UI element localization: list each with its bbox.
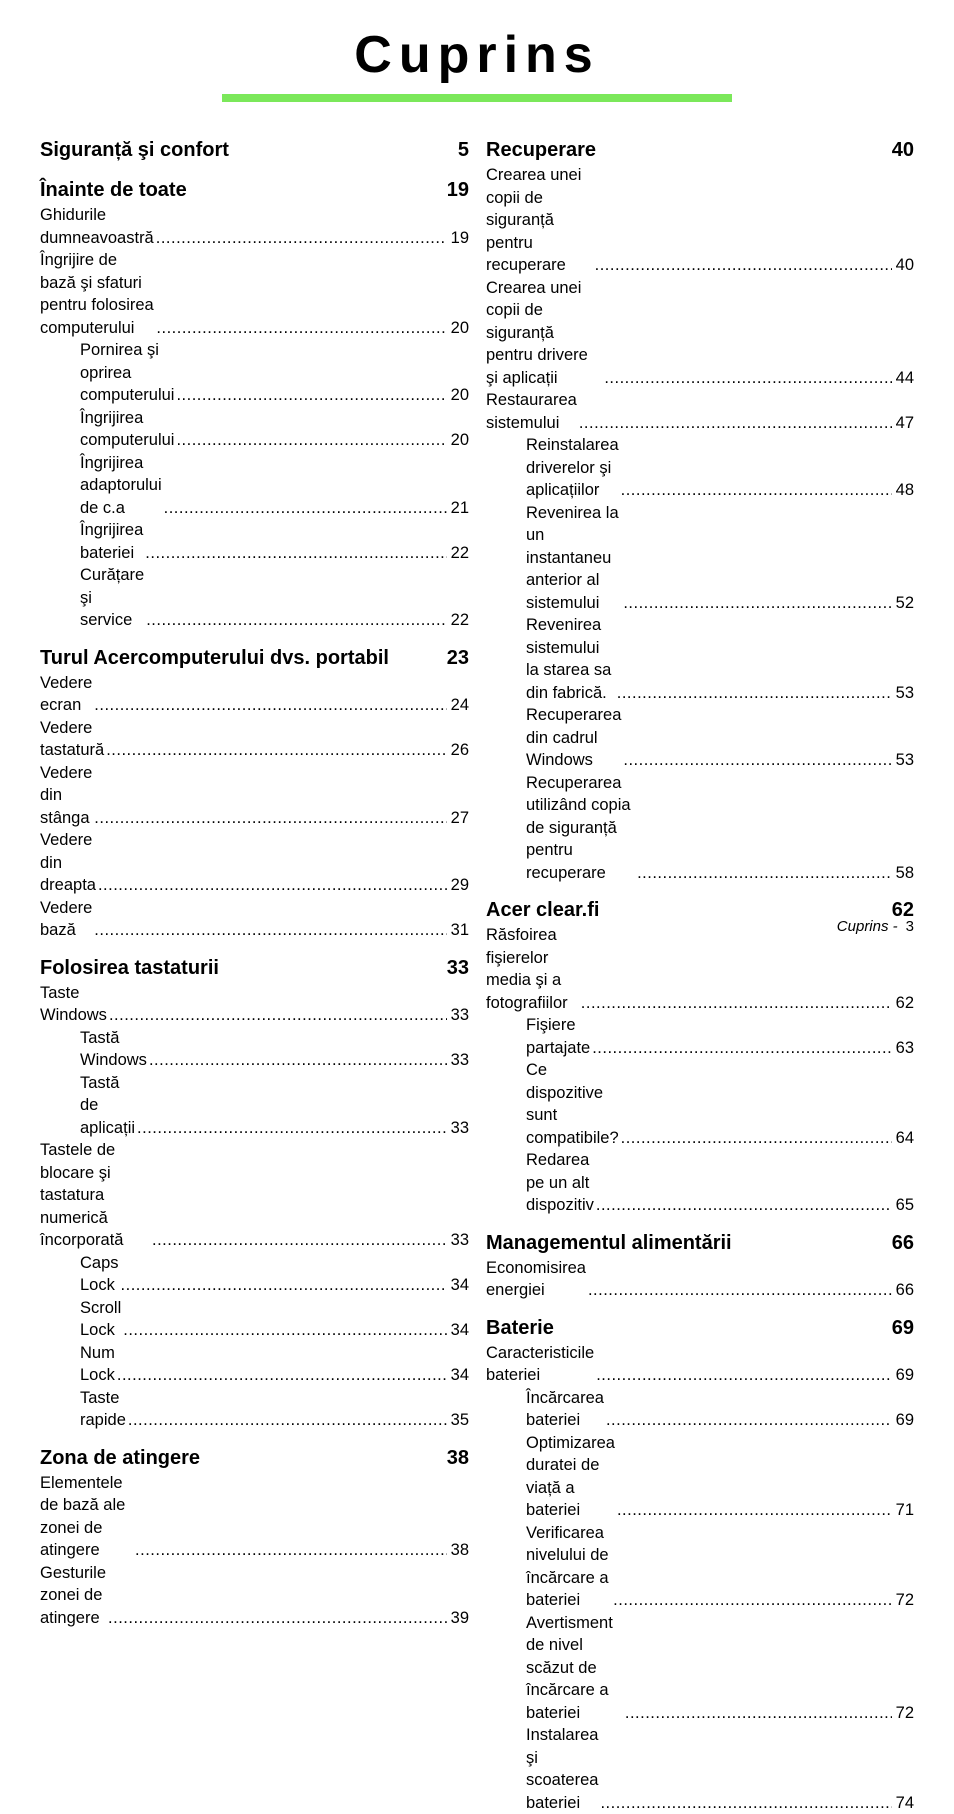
- entry-page-number: 72: [896, 1702, 914, 1725]
- toc-entry[interactable]: [486, 614, 914, 704]
- dot-leader: [109, 1004, 447, 1027]
- toc-entry[interactable]: [486, 704, 914, 772]
- toc-entry[interactable]: [486, 1612, 914, 1725]
- toc-left-column: [40, 136, 469, 1629]
- toc-entry[interactable]: [40, 564, 469, 632]
- toc-section-heading[interactable]: [40, 1444, 469, 1472]
- entry-title: Crearea unei copii de siguranță pentru drivere şi aplicații: [486, 277, 602, 390]
- toc-entry[interactable]: [40, 1139, 469, 1252]
- entry-page-number: 69: [896, 1409, 914, 1432]
- section-page-number: 69: [892, 1314, 914, 1342]
- toc-entry[interactable]: [40, 1562, 469, 1630]
- entry-title: Tastele de blocare şi tastatura numerică încorporată: [40, 1139, 150, 1252]
- section-page-number: 5: [458, 136, 469, 164]
- toc-entry[interactable]: [40, 672, 469, 717]
- section-title: Recuperare: [486, 136, 596, 164]
- entry-title: Vedere tastatură: [40, 717, 104, 762]
- entry-title: Restaurarea sistemului: [486, 389, 577, 434]
- toc-entry[interactable]: [40, 407, 469, 452]
- entry-page-number: 53: [896, 682, 914, 705]
- section-page-number: 40: [892, 136, 914, 164]
- entry-page-number: 34: [451, 1364, 469, 1387]
- entry-title: Reinstalarea driverelor şi aplicațiilor: [526, 434, 619, 502]
- toc-section-heading[interactable]: [40, 954, 469, 982]
- dot-leader: [108, 1607, 447, 1630]
- dot-leader: [617, 682, 892, 705]
- toc-entry[interactable]: [486, 277, 914, 390]
- toc-entry[interactable]: [40, 717, 469, 762]
- entry-page-number: 31: [451, 919, 469, 942]
- dot-leader: [156, 227, 447, 250]
- dot-leader: [623, 592, 891, 615]
- entry-page-number: 58: [896, 862, 914, 885]
- toc-entry[interactable]: [40, 339, 469, 407]
- toc-section-heading[interactable]: [486, 136, 914, 164]
- dot-leader: [94, 694, 446, 717]
- entry-title: Gesturile zonei de atingere: [40, 1562, 106, 1630]
- dot-leader: [123, 1319, 446, 1342]
- dot-leader: [98, 874, 447, 897]
- dot-leader: [106, 739, 446, 762]
- toc-entry[interactable]: [486, 1387, 914, 1432]
- entry-title: Avertisment de nivel scăzut de încărcare a bateriei: [526, 1612, 623, 1725]
- dot-leader: [128, 1409, 447, 1432]
- toc-entry[interactable]: [40, 1072, 469, 1140]
- entry-page-number: 69: [896, 1364, 914, 1387]
- title-underline: [222, 94, 732, 102]
- entry-title: Instalarea şi scoaterea bateriei: [526, 1724, 598, 1814]
- entry-page-number: 33: [451, 1117, 469, 1140]
- footer-page-number: 3: [906, 918, 914, 935]
- entry-page-number: 63: [896, 1037, 914, 1060]
- dot-leader: [121, 1274, 447, 1297]
- dot-leader: [595, 254, 892, 277]
- entry-page-number: 74: [896, 1792, 914, 1814]
- entry-page-number: 66: [896, 1279, 914, 1302]
- dot-leader: [604, 367, 891, 390]
- entry-title: Fişiere partajate: [526, 1014, 590, 1059]
- section-title: Baterie: [486, 1314, 554, 1342]
- entry-title: Taste rapide: [80, 1387, 126, 1432]
- toc-entry[interactable]: [486, 1432, 914, 1522]
- entry-page-number: 22: [451, 542, 469, 565]
- toc-section-heading[interactable]: [486, 1314, 914, 1342]
- toc-entry[interactable]: [40, 1387, 469, 1432]
- toc-entry[interactable]: [40, 519, 469, 564]
- footer-label: Cuprins -: [837, 918, 898, 935]
- entry-page-number: 33: [451, 1049, 469, 1072]
- toc-entry[interactable]: [486, 1342, 914, 1387]
- entry-page-number: 33: [451, 1004, 469, 1027]
- entry-page-number: 65: [896, 1194, 914, 1217]
- section-page-number: 62: [892, 896, 914, 924]
- entry-page-number: 24: [451, 694, 469, 717]
- entry-page-number: 20: [451, 317, 469, 340]
- section-page-number: 33: [447, 954, 469, 982]
- dot-leader: [617, 1499, 892, 1522]
- dot-leader: [613, 1589, 891, 1612]
- entry-page-number: 62: [896, 992, 914, 1015]
- toc-entry[interactable]: [40, 762, 469, 830]
- entry-title: Tastă Windows: [80, 1027, 147, 1072]
- entry-title: Vedere ecran: [40, 672, 92, 717]
- entry-title: Vedere din dreapta: [40, 829, 96, 897]
- dot-leader: [94, 919, 446, 942]
- entry-page-number: 53: [896, 749, 914, 772]
- toc-entry[interactable]: [40, 204, 469, 249]
- entry-title: Încărcarea bateriei: [526, 1387, 604, 1432]
- toc-entry[interactable]: [40, 1297, 469, 1342]
- entry-title: Revenirea sistemului la starea sa din fabrică.: [526, 614, 615, 704]
- section-title: Turul Acercomputerului dvs. portabil: [40, 644, 389, 672]
- dot-leader: [623, 749, 891, 772]
- entry-page-number: 39: [451, 1607, 469, 1630]
- entry-page-number: 64: [896, 1127, 914, 1150]
- entry-page-number: 48: [896, 479, 914, 502]
- entry-title: Elementele de bază ale zonei de atingere: [40, 1472, 133, 1562]
- section-page-number: 66: [892, 1229, 914, 1257]
- entry-title: Taste Windows: [40, 982, 107, 1027]
- entry-page-number: 20: [451, 384, 469, 407]
- dot-leader: [588, 1279, 892, 1302]
- dot-leader: [176, 384, 446, 407]
- entry-page-number: 19: [451, 227, 469, 250]
- toc-entry[interactable]: [486, 1724, 914, 1814]
- entry-page-number: 29: [451, 874, 469, 897]
- entry-page-number: 22: [451, 609, 469, 632]
- entry-page-number: 71: [896, 1499, 914, 1522]
- section-title: Folosirea tastaturii: [40, 954, 219, 982]
- entry-title: Ghidurile dumneavoastră: [40, 204, 154, 249]
- entry-page-number: 38: [451, 1539, 469, 1562]
- toc-entry[interactable]: [40, 829, 469, 897]
- toc-right-column: [486, 136, 914, 1814]
- page-title: Cuprins: [0, 24, 954, 86]
- entry-page-number: 52: [896, 592, 914, 615]
- dot-leader: [596, 1194, 892, 1217]
- toc-entry[interactable]: [40, 1472, 469, 1562]
- section-title: Înainte de toate: [40, 176, 187, 204]
- entry-title: Îngrijirea bateriei: [80, 519, 143, 564]
- entry-page-number: 34: [451, 1319, 469, 1342]
- dot-leader: [600, 1792, 891, 1814]
- entry-page-number: 40: [896, 254, 914, 277]
- toc-section-heading[interactable]: [486, 1229, 914, 1257]
- entry-page-number: 47: [896, 412, 914, 435]
- dot-leader: [606, 1409, 892, 1432]
- toc-section-heading[interactable]: [40, 176, 469, 204]
- entry-title: Curățare şi service: [80, 564, 144, 632]
- entry-title: Verificarea nivelului de încărcare a bateriei: [526, 1522, 611, 1612]
- toc-entry[interactable]: [40, 1342, 469, 1387]
- entry-page-number: 27: [451, 807, 469, 830]
- entry-title: Tastă de aplicații: [80, 1072, 135, 1140]
- entry-title: Revenirea la un instantaneu anterior al sistemului: [526, 502, 621, 615]
- entry-title: Crearea unei copii de siguranță pentru recuperare: [486, 164, 593, 277]
- entry-title: Economisirea energiei: [486, 1257, 586, 1302]
- toc-entry[interactable]: [486, 434, 914, 502]
- toc-entry[interactable]: [40, 452, 469, 520]
- entry-page-number: 20: [451, 429, 469, 452]
- entry-title: Vedere bază: [40, 897, 92, 942]
- toc-entry[interactable]: [486, 772, 914, 885]
- toc-entry[interactable]: [40, 897, 469, 942]
- entry-page-number: 26: [451, 739, 469, 762]
- dot-leader: [146, 609, 446, 632]
- entry-title: Vedere din stânga: [40, 762, 92, 830]
- entry-title: Îngrijirea computerului: [80, 407, 174, 452]
- section-title: Managementul alimentării: [486, 1229, 732, 1257]
- dot-leader: [152, 1229, 447, 1252]
- entry-title: Optimizarea duratei de viață a bateriei: [526, 1432, 615, 1522]
- entry-title: Îngrijirea adaptorului de c.a: [80, 452, 162, 520]
- dot-leader: [117, 1364, 447, 1387]
- entry-title: Redarea pe un alt dispozitiv: [526, 1149, 594, 1217]
- entry-title: Răsfoirea fişierelor media şi a fotografiilor: [486, 924, 579, 1014]
- toc-entry[interactable]: [40, 1252, 469, 1297]
- entry-title: Îngrijire de bază şi sfaturi pentru folosirea computerului: [40, 249, 154, 339]
- dot-leader: [581, 992, 892, 1015]
- dot-leader: [145, 542, 446, 565]
- entry-page-number: 21: [451, 497, 469, 520]
- dot-leader: [149, 1049, 447, 1072]
- toc-entry[interactable]: [486, 1149, 914, 1217]
- dot-leader: [137, 1117, 447, 1140]
- entry-title: Pornirea şi oprirea computerului: [80, 339, 174, 407]
- dot-leader: [135, 1539, 447, 1562]
- dot-leader: [621, 1127, 892, 1150]
- entry-title: Caps Lock: [80, 1252, 119, 1297]
- entry-page-number: 44: [896, 367, 914, 390]
- entry-title: Ce dispozitive sunt compatibile?: [526, 1059, 619, 1149]
- section-title: Zona de atingere: [40, 1444, 200, 1472]
- dot-leader: [596, 1364, 891, 1387]
- entry-title: Recuperarea din cadrul Windows: [526, 704, 621, 772]
- section-page-number: 23: [447, 644, 469, 672]
- entry-page-number: 72: [896, 1589, 914, 1612]
- toc-section-heading[interactable]: [40, 644, 469, 672]
- dot-leader: [621, 479, 892, 502]
- toc-entry[interactable]: [486, 389, 914, 434]
- toc-entry[interactable]: [486, 1257, 914, 1302]
- entry-title: Scroll Lock: [80, 1297, 121, 1342]
- toc-entry[interactable]: [486, 1014, 914, 1059]
- toc-entry[interactable]: [486, 1522, 914, 1612]
- entry-title: Recuperarea utilizând copia de siguranță pentru recuperare: [526, 772, 635, 885]
- page-footer: [837, 918, 914, 935]
- toc-entry[interactable]: [486, 502, 914, 615]
- toc-entry[interactable]: [486, 924, 914, 1014]
- dot-leader: [625, 1702, 892, 1725]
- toc-entry[interactable]: [40, 1027, 469, 1072]
- entry-title: Num Lock: [80, 1342, 115, 1387]
- section-page-number: 38: [447, 1444, 469, 1472]
- entry-title: Caracteristicile bateriei: [486, 1342, 594, 1387]
- dot-leader: [176, 429, 446, 452]
- toc-entry[interactable]: [486, 1059, 914, 1149]
- dot-leader: [579, 412, 892, 435]
- section-title: Siguranță şi confort: [40, 136, 229, 164]
- dot-leader: [94, 807, 446, 830]
- entry-page-number: 35: [451, 1409, 469, 1432]
- toc-section-heading[interactable]: [40, 136, 469, 164]
- section-title: Acer clear.fi: [486, 896, 599, 924]
- toc-entry[interactable]: [486, 164, 914, 277]
- dot-leader: [637, 862, 892, 885]
- dot-leader: [164, 497, 447, 520]
- toc-entry[interactable]: [40, 249, 469, 339]
- entry-page-number: 34: [451, 1274, 469, 1297]
- toc-entry[interactable]: [40, 982, 469, 1027]
- section-page-number: 19: [447, 176, 469, 204]
- dot-leader: [592, 1037, 891, 1060]
- dot-leader: [156, 317, 446, 340]
- entry-page-number: 33: [451, 1229, 469, 1252]
